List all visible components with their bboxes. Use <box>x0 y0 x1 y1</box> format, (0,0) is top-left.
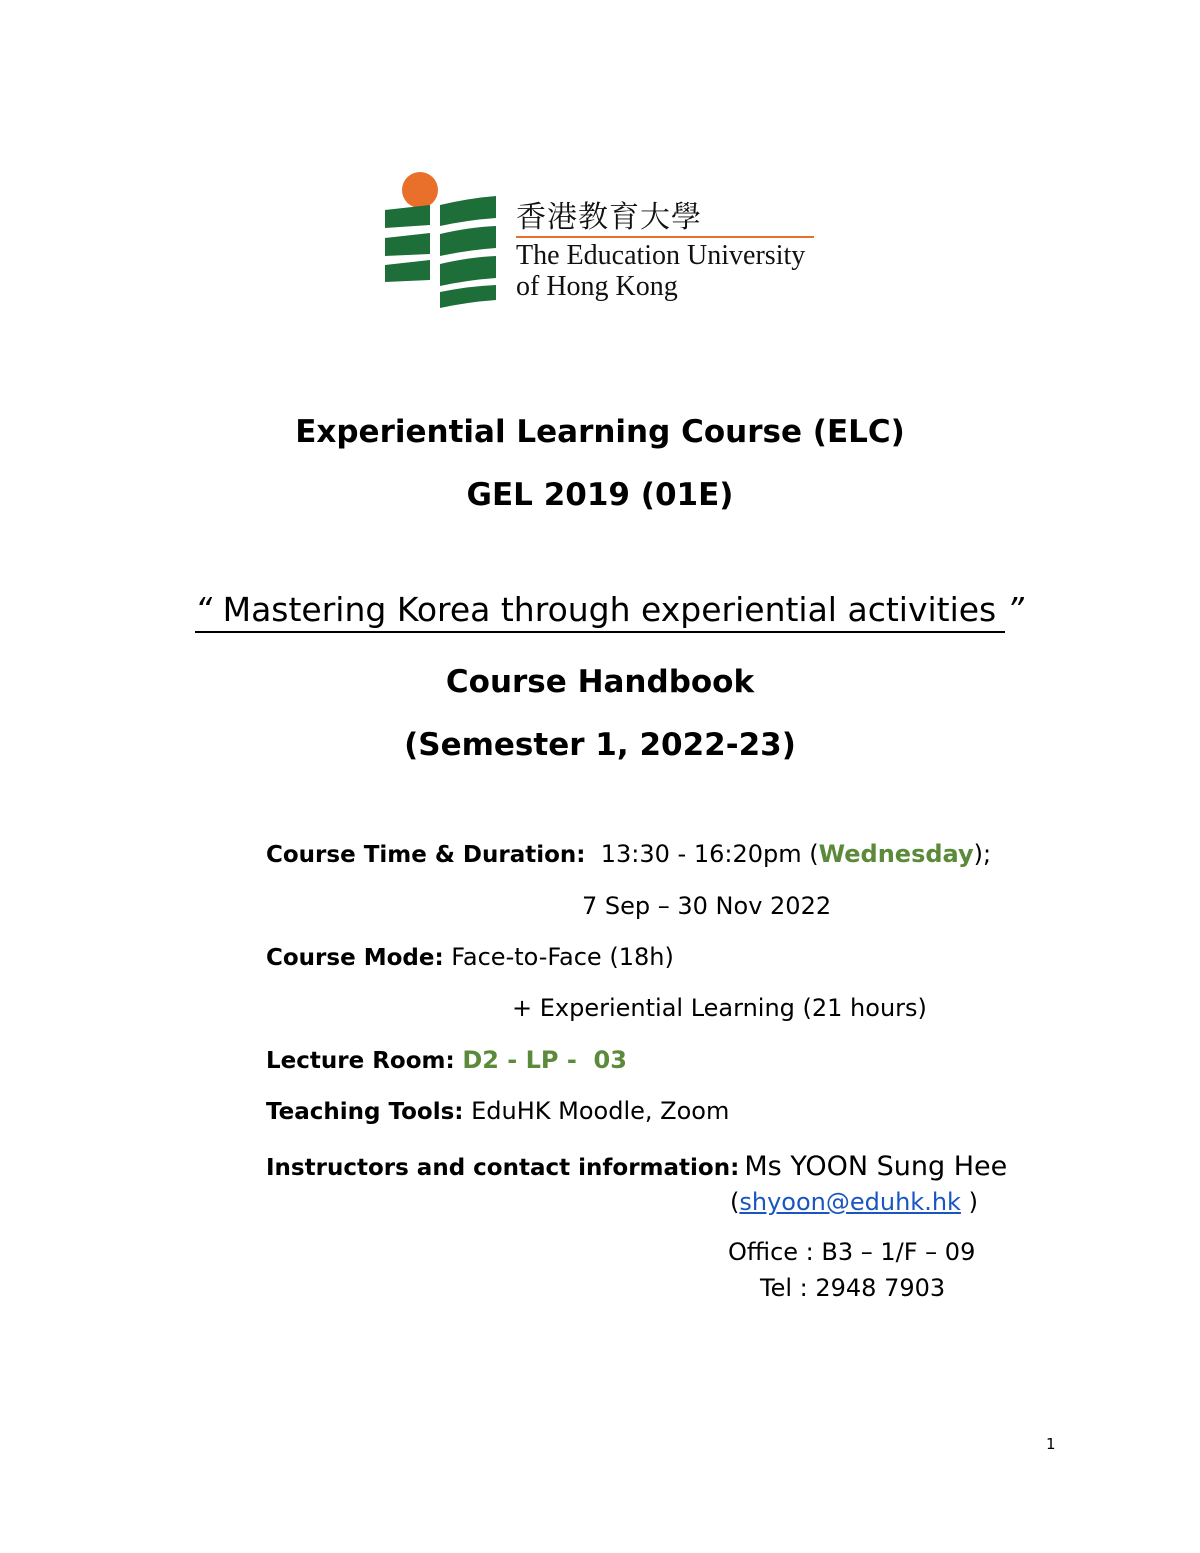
instructor-tel: Tel : 2948 7903 <box>760 1274 946 1302</box>
semester-heading: (Semester 1, 2022-23) <box>404 727 796 763</box>
lecture-room-row <box>266 1046 627 1074</box>
logo-chinese-name: 香港教育大學 <box>516 200 702 235</box>
instructor-label: Instructors and contact information: <box>266 1155 740 1181</box>
course-mode-label: Course Mode: <box>266 945 444 971</box>
instructor-office: Office : B3 – 1/F – 09 <box>728 1238 976 1266</box>
instructor-email-link[interactable]: shyoon@eduhk.hk <box>739 1188 961 1216</box>
course-time-label: Course Time & Duration: <box>266 842 586 868</box>
course-mode-row <box>266 943 674 971</box>
teaching-tools-label: Teaching Tools: <box>266 1099 464 1125</box>
lecture-room-label: Lecture Room: <box>266 1048 455 1074</box>
course-time-row <box>266 840 991 868</box>
tagline-close-quote: ” <box>1006 590 1024 629</box>
course-tagline <box>195 590 1024 633</box>
instructor-name: Ms YOON Sung Hee <box>744 1151 1008 1182</box>
course-name-heading: Experiential Learning Course (ELC) <box>295 414 905 450</box>
instructor-email-row: (shyoon@eduhk.hk ) <box>730 1188 978 1216</box>
tagline-text: Mastering Korea through experiential activities <box>222 590 997 629</box>
course-time-value: 13:30 - 16:20pm (Wednesday); <box>600 840 992 868</box>
logo-english-name-line2: of Hong Kong <box>516 271 678 302</box>
course-day: Wednesday <box>818 840 974 868</box>
logo-divider <box>516 236 814 238</box>
university-logo-icon <box>380 170 500 310</box>
page-number: 1 <box>1046 1435 1056 1453</box>
course-dates: 7 Sep – 30 Nov 2022 <box>582 892 832 920</box>
teaching-tools-value: EduHK Moodle, Zoom <box>471 1097 730 1125</box>
course-mode-extra: + Experiential Learning (21 hours) <box>512 994 927 1022</box>
logo-english-name-line1: The Education University <box>516 240 806 271</box>
tagline-open-quote: “ <box>195 590 213 629</box>
teaching-tools-row <box>266 1097 729 1125</box>
instructor-row <box>266 1151 1007 1182</box>
course-code-heading: GEL 2019 (01E) <box>466 477 734 513</box>
handbook-heading: Course Handbook <box>445 664 755 700</box>
course-mode-value: Face-to-Face (18h) <box>451 943 674 971</box>
lecture-room-value: D2 - LP - 03 <box>462 1046 627 1074</box>
